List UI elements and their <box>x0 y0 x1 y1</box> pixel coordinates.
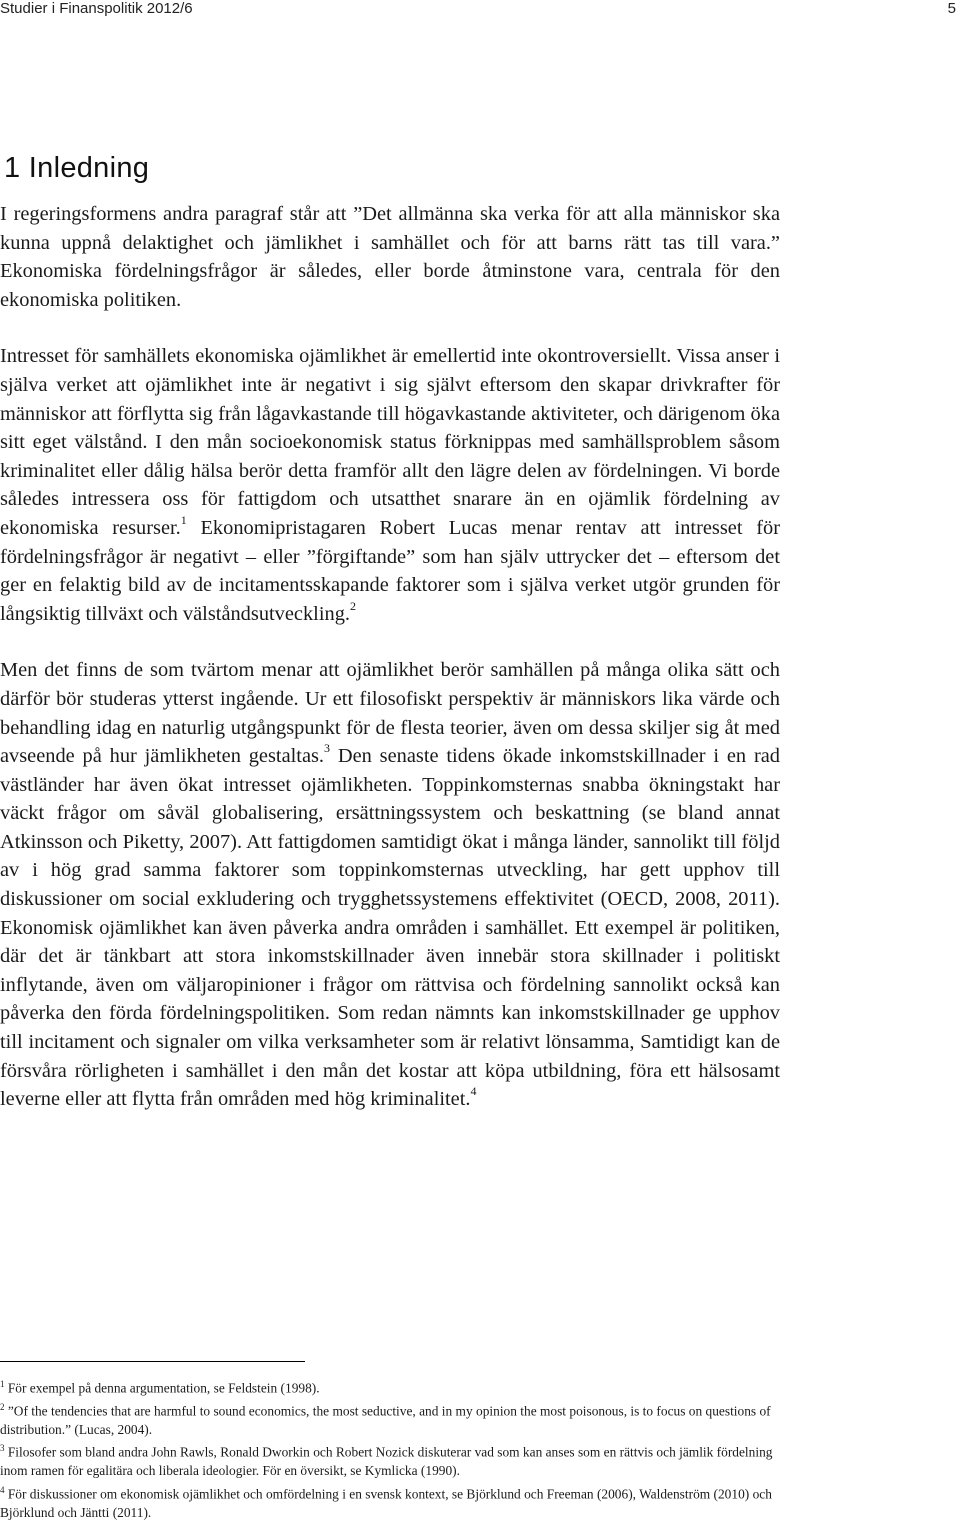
paragraph-3 <box>0 656 780 1114</box>
paragraph-2-text-a: Intresset för samhällets ekonomiska ojämlikhet är emellertid inte okontroversiellt. Vissa anser i själva verket att ojämlikhet inte är negativt i sig självt eftersom den skapar drivkrafter för människor att förflytta sig från lågavkastande till högavkastande aktiviteter, och därigenom öka sitt eget välstånd. I den mån socioekonomisk status förknippas med samhällsproblem såsom kriminalitet eller dålig hälsa berör detta framför allt den lägre delen av fördelningen. Vi borde således intressera oss för fattigdom och utsatthet snarare än en ojämlik fördelning av ekonomiska resurser. <box>0 345 780 539</box>
footnote-3 <box>0 1439 780 1480</box>
footnote-ref-4[interactable]: 4 <box>470 1084 477 1099</box>
paragraph-3-text-a: Men det finns de som tvärtom menar att ojämlikhet berör samhällen på många olika sätt och därför bör studeras ytterst ingående. Ur ett filosofiskt perspektiv är människors lika värde och behandling idag en naturlig utgångspunkt för de flesta teorier, även om dessa skiljer sig åt med avseende på hur jämlikheten gestaltas. <box>0 659 780 768</box>
footnotes <box>0 1375 780 1522</box>
footnote-separator <box>0 1361 305 1362</box>
running-header <box>0 0 960 22</box>
section-heading: 1 Inledning <box>4 152 150 184</box>
footnote-number: 4 <box>0 1484 5 1495</box>
footnote-2 <box>0 1398 780 1439</box>
footnote-number: 3 <box>0 1443 5 1454</box>
paragraph-1-text: I regeringsformens andra paragraf står att ”Det allmänna ska verka för att alla människor ska kunna uppnå delaktighet och jämlikhet i samhället och för att barns rätt tas till vara.” Ekonomiska fördelningsfrågor är således, eller borde åtminstone vara, centrala för den ekonomiska politiken. <box>0 203 780 311</box>
body-text <box>0 200 780 1114</box>
footnote-ref-2[interactable]: 2 <box>350 598 356 613</box>
paragraph-2 <box>0 342 780 628</box>
paragraph-1 <box>0 200 780 314</box>
footnote-number: 2 <box>0 1401 5 1412</box>
paragraph-3-text-b: Den senaste tidens ökade inkomstskillnader i en rad västländer har även ökat intresset ojämlikheten. Toppinkomsternas snabba ökningstakt har väckt frågor om såväl globalisering, ersättningssystem och beskattning (se bland annat Atkinsson och Piketty, 2007). Att fattigdomen samtidigt ökat i många länder, sannolikt till följd av i hög grad samma faktorer som toppinkomsternas utveckling, har gett upphov till diskussioner om social exkludering och trygghetssystemens effektivitet (OECD, 2008, 2011). Ekonomisk ojämlikhet kan även påverka andra områden i samhället. Ett exempel är politiken, där det är tänkbart att stora inkomstskillnader även innebär stora skillnader i politiskt inflytande, även om väljaropinioner i frågor om rättvisa och fördelning sannolikt också kan påverka den förda fördelningspolitiken. Som redan nämnts kan inkomstskillnader ge upphov till incitament och signaler om vilka verksamheter som är relativt lönsamma, Samtidigt kan de försvåra rörligheten i samhället i den mån det kostar att köpa utbildning, föra ett hälsosamt leverne eller att flytta från områden med hög kriminalitet. <box>0 745 780 1111</box>
footnote-ref-3[interactable]: 3 <box>324 741 331 756</box>
paragraph-2-text-b: Ekonomipristagaren Robert Lucas menar rentav att intresset för fördelningsfrågor är negativt – eller ”förgiftande” som han själv uttrycker det – eftersom det ger en felaktig bild av de incitamentsskapande faktorer som i själva verket utgör grunden för långsiktig tillväxt och välståndsutveckling. <box>0 516 780 625</box>
page-number: 5 <box>947 0 956 17</box>
publication-series-title: Studier i Finanspolitik 2012/6 <box>0 0 193 17</box>
footnote-1 <box>0 1375 780 1398</box>
footnote-text: Filosofer som bland andra John Rawls, Ronald Dworkin och Robert Nozick diskuterar vad som kan anses som en rättvis och jämlik fördelning inom ramen för egalitära och liberala ideologier. För en översikt, se Kymlicka (1990). <box>0 1444 773 1479</box>
footnote-number: 1 <box>0 1379 5 1389</box>
footnote-text: För diskussioner om ekonomisk ojämlikhet och omfördelning i en svensk kontext, se Björklund och Freeman (2006), Waldenström (2010) och Björklund och Jäntti (2011). <box>0 1486 772 1520</box>
footnote-text: ”Of the tendencies that are harmful to sound economics, the most seductive, and in my opinion the most poisonous, is to focus on questions of distribution.” (Lucas, 2004). <box>0 1403 771 1437</box>
footnote-ref-1[interactable]: 1 <box>180 513 187 528</box>
footnote-4 <box>0 1481 780 1522</box>
footnote-text: För exempel på denna argumentation, se Feldstein (1998). <box>4 1380 320 1396</box>
